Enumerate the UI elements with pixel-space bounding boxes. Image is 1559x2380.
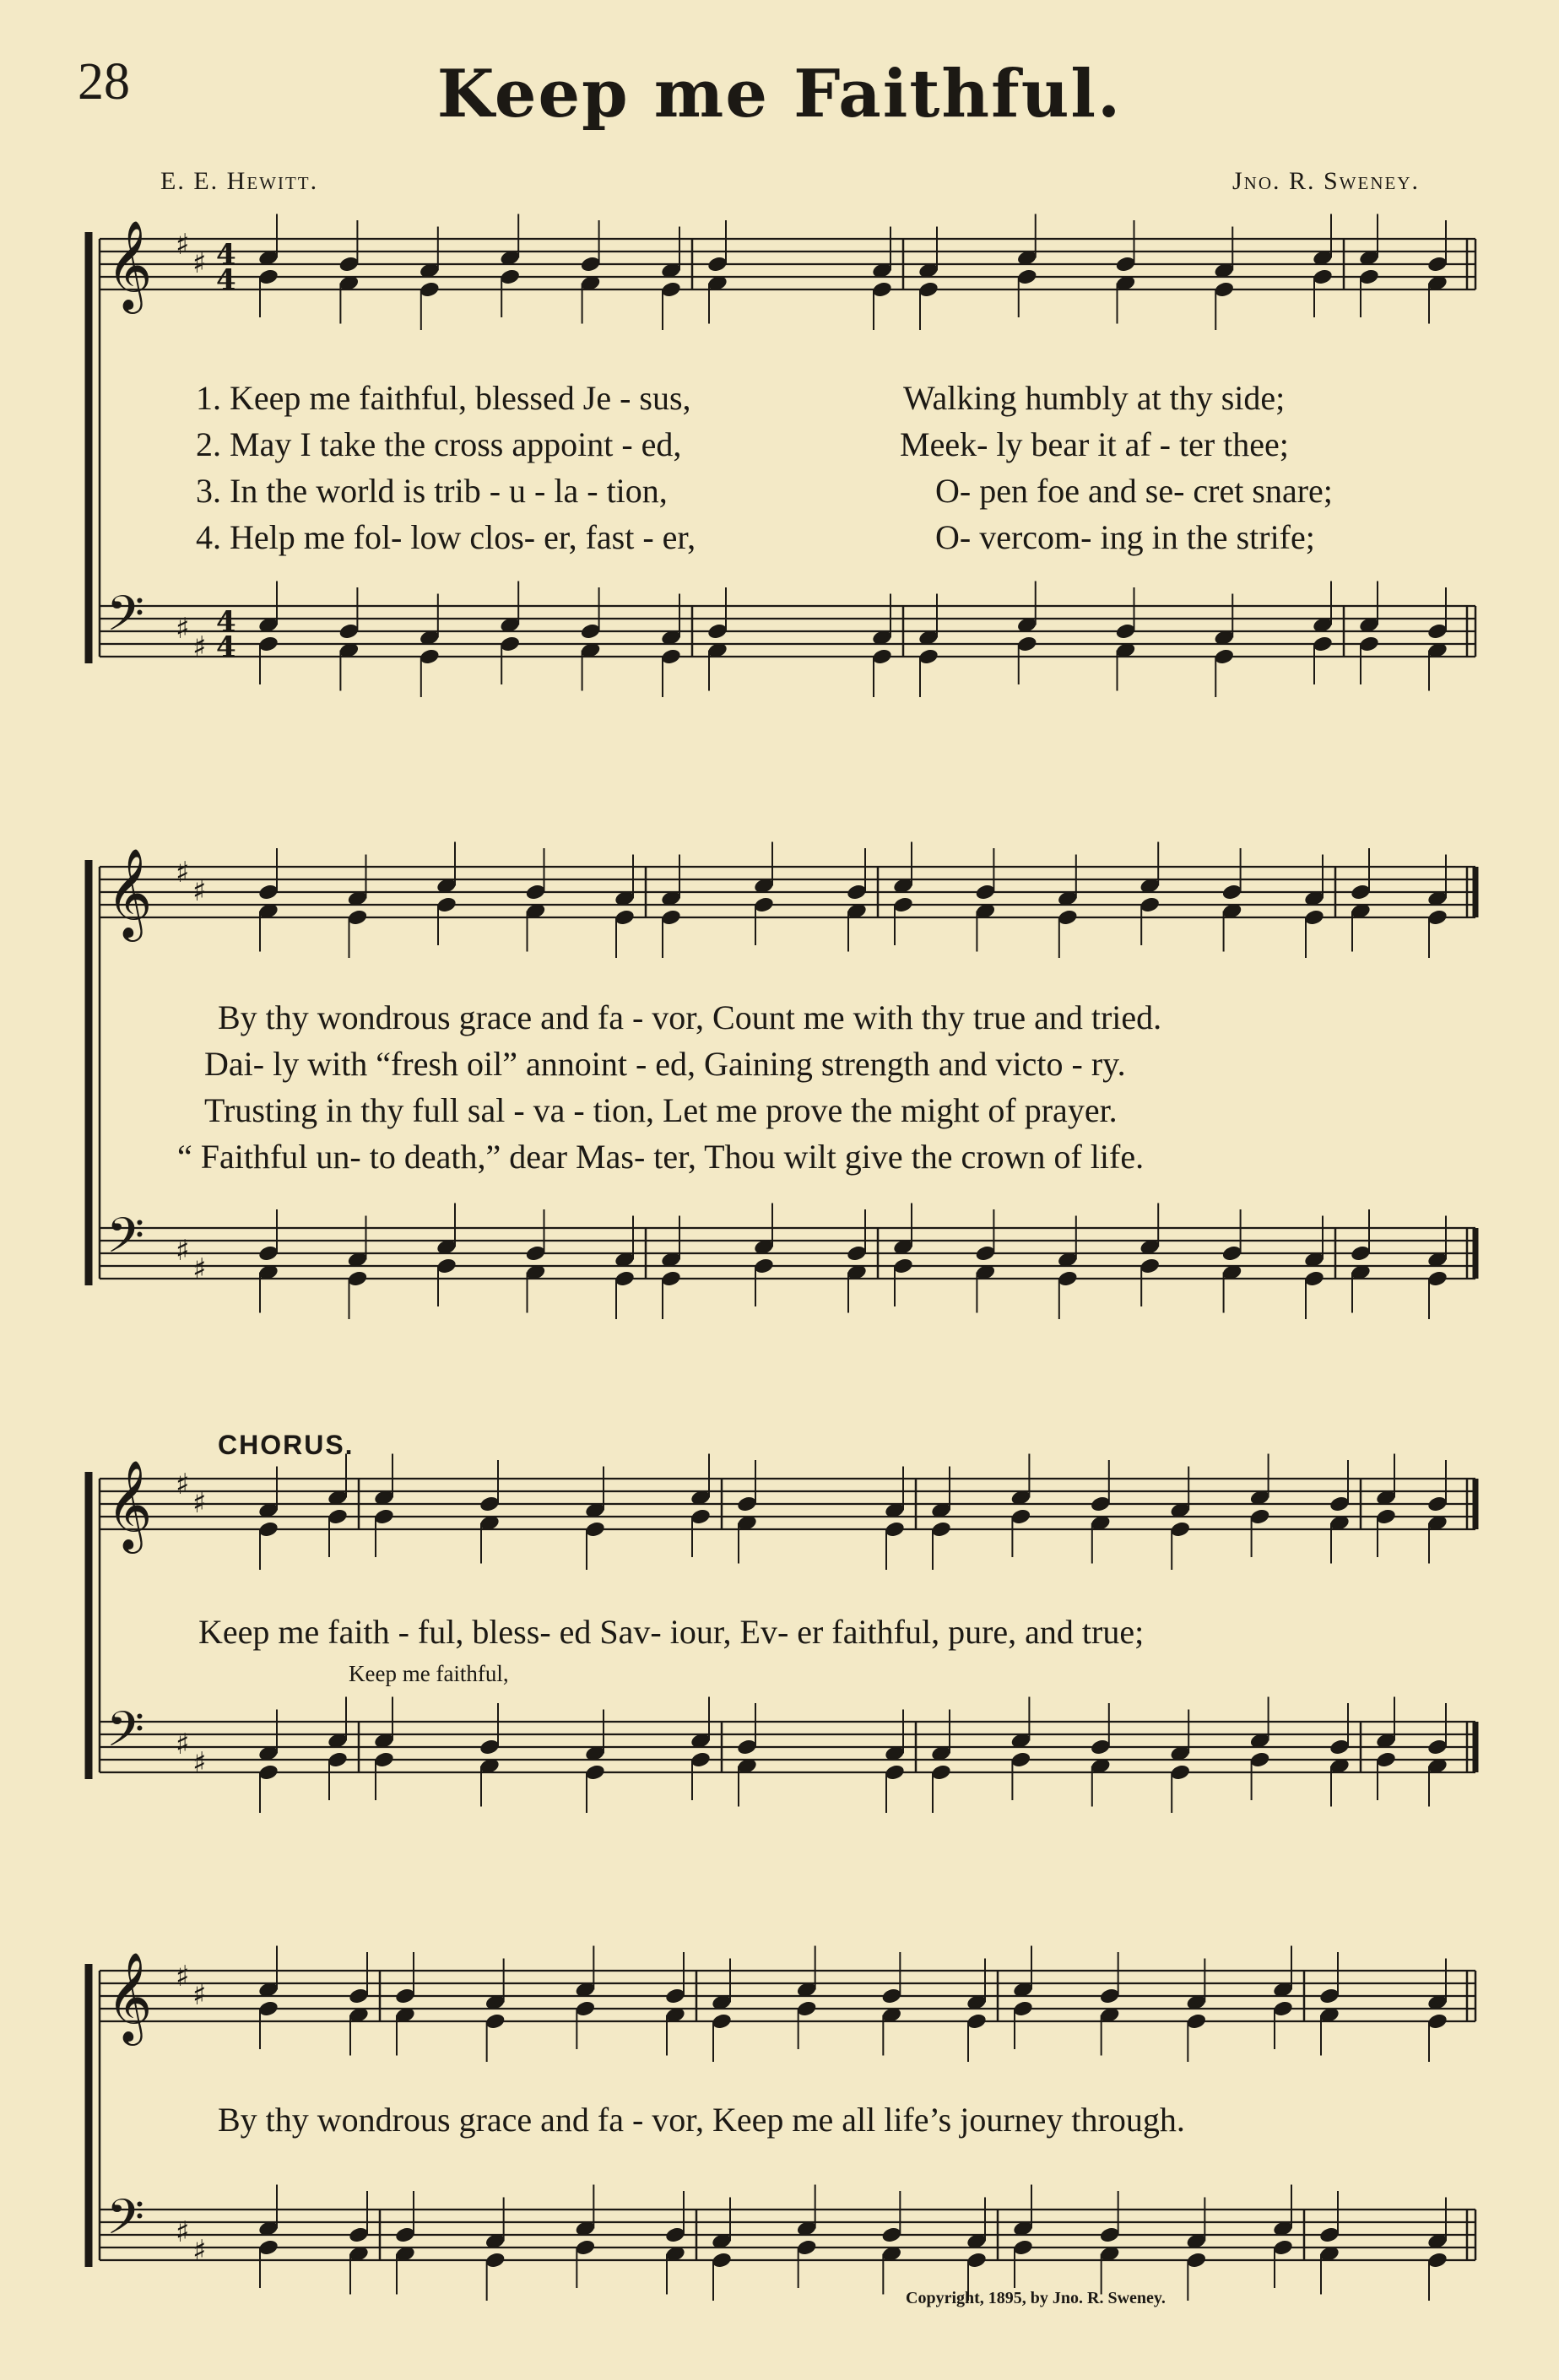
treble-clef-icon: 𝄞 (106, 1951, 153, 2042)
verse-line-2-second: Meek- ly bear it af - ter thee; (900, 425, 1289, 463)
verse-number: 3. (196, 472, 221, 510)
bass-clef-icon: 𝄢 (106, 1701, 145, 1770)
time-signature-top: 4 (216, 238, 236, 272)
treble-clef-icon: 𝄞 (106, 1459, 153, 1550)
sharp-icon: ♯ (192, 1252, 207, 1286)
bass-cue-lyric: Keep me faithful, (349, 1661, 509, 1686)
verse2-line-2: Dai- ly with “fresh oil” annoint - ed, Gaining strength and victo - ry. (204, 1045, 1126, 1083)
sharp-icon: ♯ (192, 874, 207, 908)
chorus-lyric: Keep me faith - ful, bless- ed Sav- iour, Ev- er faithful, pure, and true; (198, 1613, 1145, 1651)
copyright-notice: Copyright, 1895, by Jno. R. Sweney. (906, 2289, 1166, 2307)
sharp-icon: ♯ (176, 2215, 190, 2249)
sharp-icon: ♯ (176, 1234, 190, 1268)
sharp-icon: ♯ (176, 612, 190, 646)
verse-line-4 (196, 517, 696, 557)
sharp-icon: ♯ (192, 1486, 207, 1520)
sharp-icon: ♯ (176, 856, 190, 890)
verse-number: 2. (196, 425, 221, 463)
verse-line-1 (196, 378, 691, 418)
time-signature-bottom: 4 (216, 263, 236, 297)
sharp-icon: ♯ (176, 228, 190, 262)
time-signature-top: 4 (216, 605, 236, 639)
sharp-icon: ♯ (192, 246, 207, 280)
composer-credit: Jno. R. Sweney. (1232, 167, 1420, 195)
treble-clef-icon: 𝄞 (106, 847, 153, 938)
chorus-label: CHORUS. (218, 1430, 355, 1460)
verse-line-4-second: O- vercom- ing in the strife; (935, 518, 1315, 556)
sharp-icon: ♯ (176, 1728, 190, 1761)
lyric-first-half: Keep me faithful, blessed Je - sus, (230, 379, 691, 417)
verse-line-3-second: O- pen foe and se- cret snare; (935, 472, 1333, 510)
lyricist-credit: E. E. Hewitt. (160, 167, 319, 195)
sharp-icon: ♯ (176, 1960, 190, 1993)
sharp-icon: ♯ (192, 2234, 207, 2268)
lyric-first-half: In the world is trib - u - la - tion, (230, 472, 668, 510)
hymn-title: Keep me Faithful. (436, 56, 1123, 133)
sharp-icon: ♯ (192, 1746, 207, 1780)
lyric-first-half: May I take the cross appoint - ed, (230, 425, 682, 463)
bass-clef-icon: 𝄢 (106, 2188, 145, 2258)
verse-line-1-second: Walking humbly at thy side; (903, 379, 1286, 417)
sharp-icon: ♯ (176, 1468, 190, 1501)
bass-clef-icon: 𝄢 (106, 585, 145, 654)
treble-clef-icon: 𝄞 (106, 219, 153, 310)
page-number: 28 (78, 53, 130, 111)
verse2-line-4: “ Faithful un- to death,” dear Mas- ter, Thou wilt give the crown of life. (177, 1138, 1145, 1176)
verse-number: 1. (196, 379, 221, 417)
time-signature-bottom: 4 (216, 630, 236, 664)
sharp-icon: ♯ (192, 630, 207, 664)
verse2-line-3: Trusting in thy full sal - va - tion, Let me prove the might of prayer. (204, 1091, 1118, 1129)
bass-clef-icon: 𝄢 (106, 1207, 145, 1276)
sharp-icon: ♯ (192, 1978, 207, 2012)
verse-line-2 (196, 425, 681, 464)
verse-line-3 (196, 471, 668, 511)
lyric-first-half: Help me fol- low clos- er, fast - er, (230, 518, 696, 556)
final-lyric: By thy wondrous grace and fa - vor, Keep me all life’s journey through. (218, 2101, 1185, 2139)
verse-number: 4. (196, 518, 221, 556)
verse2-line-1: By thy wondrous grace and fa - vor, Count me with thy true and tried. (218, 998, 1162, 1036)
